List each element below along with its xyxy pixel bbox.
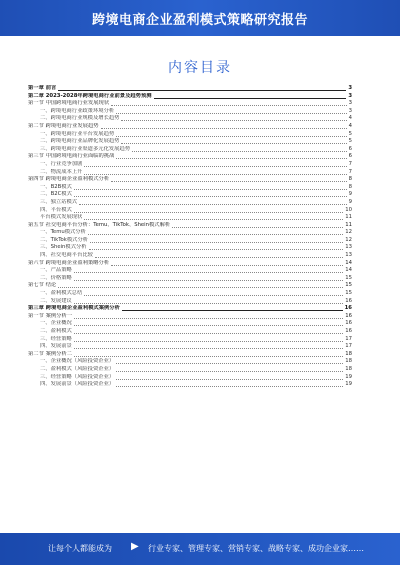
toc-entry-label: 四、发展前景（风险投资企业） <box>40 381 115 388</box>
toc-page-number: 14 <box>345 259 352 266</box>
toc-entry[interactable] <box>28 184 352 192</box>
toc-page-number: 19 <box>345 381 352 388</box>
toc-entry-label: 三、独立站模式 <box>40 198 78 205</box>
toc-entry-label: 一、企业概况（风险投资企业） <box>40 358 115 365</box>
header-banner <box>0 0 400 36</box>
toc-leader-dots <box>74 280 343 281</box>
toc-entry[interactable] <box>28 313 352 321</box>
toc-entry[interactable] <box>28 267 352 275</box>
toc-entry[interactable] <box>28 153 352 161</box>
toc-leader-dots <box>121 120 346 121</box>
toc-page-number: 9 <box>348 191 352 198</box>
toc-leader-dots <box>74 325 343 326</box>
toc-leader-dots <box>111 265 343 266</box>
toc-entry[interactable] <box>28 351 352 359</box>
toc-leader-dots <box>111 105 346 106</box>
toc-page-number: 5 <box>348 130 352 137</box>
toc-entry[interactable] <box>28 169 352 177</box>
toc-entry-label: 第三节 中国跨境电商行业面临的挑战 <box>28 153 115 160</box>
toc-entry[interactable] <box>28 252 352 260</box>
toc-leader-dots <box>90 242 343 243</box>
toc-entry-label: 一、盈利模式总结 <box>40 290 83 297</box>
toc-page-number: 12 <box>345 236 352 243</box>
toc-leader-dots <box>116 363 343 364</box>
toc-entry[interactable] <box>28 374 352 382</box>
toc-leader-dots <box>88 234 343 235</box>
toc-entry-label: 一、跨境电商行业平台发展趋势 <box>40 130 115 137</box>
toc-entry[interactable] <box>28 290 352 298</box>
toc-entry-label: 四、社交电商平台比较 <box>40 252 93 259</box>
toc-leader-dots <box>116 386 343 387</box>
toc-page-number: 9 <box>348 198 352 205</box>
toc-page-number: 17 <box>345 343 352 350</box>
toc-entry[interactable] <box>28 282 352 290</box>
toc-entry-label: 一、跨境电商行业政策环境分析 <box>40 107 115 114</box>
toc-entry[interactable] <box>28 229 352 237</box>
toc-entry-label: 二、盈利模式（风险投资企业） <box>40 365 115 372</box>
table-of-contents <box>28 85 352 389</box>
toc-page-number: 3 <box>348 85 352 91</box>
toc-entry-label: 第一章 前言 <box>28 85 57 91</box>
toc-page-number: 11 <box>345 214 352 221</box>
toc-leader-dots <box>84 295 343 296</box>
toc-page-number: 12 <box>345 229 352 236</box>
toc-page-number: 8 <box>348 183 352 190</box>
toc-leader-dots <box>58 90 346 91</box>
toc-page-number: 8 <box>348 176 352 183</box>
toc-entry[interactable] <box>28 222 352 230</box>
toc-entry-label: 第五节 社交电商平台分析：Temu、TikTok、Shein模式解析 <box>28 221 171 228</box>
toc-leader-dots <box>74 196 347 197</box>
toc-entry-label: 二、跨境电商行业规模及增长趋势 <box>40 115 120 122</box>
toc-entry-label: 二、发展建议 <box>40 297 72 304</box>
toc-leader-dots <box>122 310 343 311</box>
toc-leader-dots <box>95 257 343 258</box>
toc-entry[interactable] <box>28 237 352 245</box>
toc-page-number: 7 <box>348 168 352 175</box>
toc-entry[interactable] <box>28 358 352 366</box>
toc-entry-label: 二、盈利模式 <box>40 328 72 334</box>
toc-page-number: 15 <box>345 282 352 289</box>
toc-page-number: 16 <box>345 312 352 319</box>
toc-entry-label: 平台模式发展现状 <box>40 214 83 221</box>
toc-entry-label: 第一节 中国跨境电商行业发展现状 <box>28 100 110 107</box>
toc-leader-dots <box>74 356 343 357</box>
toc-entry[interactable] <box>28 305 352 313</box>
footer-slogan-left: 让每个人都能成为 <box>48 544 112 553</box>
toc-entry-label: 第七节 结论 <box>28 282 57 289</box>
toc-page-number: 4 <box>348 115 352 122</box>
toc-entry-label: 第二章 2023-2028年跨境电商行业前景及趋势预测 <box>28 92 152 99</box>
toc-entry[interactable] <box>28 108 352 116</box>
toc-leader-dots <box>84 166 346 167</box>
toc-page-number: 13 <box>345 244 352 251</box>
toc-entry-label: 二、TikTok模式分析 <box>40 236 89 243</box>
toc-entry-label: 第三章 跨境电商企业盈利模式案例分析 <box>28 305 120 312</box>
toc-page-number: 4 <box>348 122 352 129</box>
toc-entry-label: 三、经营策略（风险投资企业） <box>40 373 115 380</box>
toc-page-number: 16 <box>345 320 352 327</box>
toc-heading: 内容目录 <box>168 60 232 76</box>
toc-entry[interactable] <box>28 320 352 328</box>
toc-entry[interactable] <box>28 176 352 184</box>
toc-leader-dots <box>74 318 343 319</box>
toc-leader-dots <box>79 204 347 205</box>
toc-page-number: 19 <box>345 373 352 380</box>
toc-entry[interactable] <box>28 381 352 389</box>
toc-leader-dots <box>74 189 347 190</box>
toc-leader-dots <box>101 128 347 129</box>
toc-leader-dots <box>84 219 343 220</box>
toc-page-number: 16 <box>345 297 352 304</box>
toc-entry[interactable] <box>28 366 352 374</box>
toc-leader-dots <box>74 341 343 342</box>
toc-leader-dots <box>89 249 344 250</box>
toc-entry-label: 第六节 跨境电商企业盈利策略分析 <box>28 259 110 266</box>
toc-page-number: 18 <box>345 350 352 357</box>
toc-entry[interactable] <box>28 138 352 146</box>
toc-entry-label: 三、Shein模式分析 <box>40 244 87 251</box>
toc-page-number: 15 <box>345 274 352 281</box>
toc-entry[interactable] <box>28 328 352 336</box>
toc-entry[interactable] <box>28 275 352 283</box>
toc-page-number: 16 <box>345 328 352 334</box>
play-arrow-icon: ▶ <box>131 541 139 552</box>
toc-page-number: 16 <box>344 305 352 312</box>
toc-leader-dots <box>74 348 343 349</box>
toc-entry[interactable] <box>28 93 352 101</box>
toc-page-number: 3 <box>348 107 352 114</box>
toc-page-number: 7 <box>348 160 352 167</box>
toc-entry-label: 一、行业竞争加剧 <box>40 160 83 167</box>
toc-entry[interactable] <box>28 214 352 222</box>
toc-page-number: 5 <box>348 138 352 145</box>
toc-entry[interactable] <box>28 115 352 123</box>
toc-leader-dots <box>154 98 347 99</box>
toc-entry-label: 二、跨境电商行业品牌化发展趋势 <box>40 138 120 145</box>
toc-entry[interactable] <box>28 343 352 351</box>
toc-entry[interactable] <box>28 146 352 154</box>
toc-entry[interactable] <box>28 298 352 306</box>
toc-leader-dots <box>116 371 343 372</box>
toc-entry[interactable] <box>28 85 352 93</box>
toc-page-number: 10 <box>345 206 352 213</box>
toc-entry-label: 二、B2C模式 <box>40 191 72 198</box>
toc-page-number: 17 <box>345 335 352 342</box>
toc-entry[interactable] <box>28 191 352 199</box>
toc-entry-label: 三、跨境电商行业渠道多元化发展趋势 <box>40 145 131 152</box>
toc-entry-label: 第二节 跨境电商行业发展趋势 <box>28 122 99 129</box>
toc-entry[interactable] <box>28 199 352 207</box>
footer-banner <box>0 533 400 565</box>
toc-page-number: 6 <box>348 153 352 160</box>
toc-page-number: 3 <box>348 92 352 99</box>
toc-page-number: 18 <box>345 358 352 365</box>
toc-entry-label: 第一节 案例分析一 <box>28 312 73 319</box>
toc-entry-label: 三、经营策略 <box>40 335 72 342</box>
toc-entry[interactable] <box>28 131 352 139</box>
toc-page-number: 11 <box>345 221 352 228</box>
toc-page-number: 15 <box>345 290 352 297</box>
toc-leader-dots <box>111 181 346 182</box>
toc-entry[interactable] <box>28 244 352 252</box>
toc-entry-label: 一、企业概况 <box>40 320 72 327</box>
toc-entry-label: 一、Temu模式分析 <box>40 229 86 236</box>
toc-entry-label: 四、发展前景 <box>40 343 72 350</box>
toc-entry-label: 一、产品策略 <box>40 267 72 274</box>
toc-page-number: 6 <box>348 145 352 152</box>
toc-entry-label: 一、B2B模式 <box>40 183 72 190</box>
toc-entry-label: 二、价格策略 <box>40 274 72 281</box>
toc-leader-dots <box>116 136 346 137</box>
toc-leader-dots <box>172 227 343 228</box>
toc-entry[interactable] <box>28 161 352 169</box>
toc-leader-dots <box>132 151 347 152</box>
toc-entry-label: 第四节 跨境电商企业盈利模式分析 <box>28 176 110 183</box>
toc-entry[interactable] <box>28 260 352 268</box>
toc-leader-dots <box>74 212 343 213</box>
toc-page-number: 3 <box>348 100 352 107</box>
toc-leader-dots <box>74 333 343 334</box>
toc-leader-dots <box>84 174 346 175</box>
toc-leader-dots <box>58 287 343 288</box>
toc-page-number: 14 <box>345 267 352 274</box>
toc-entry[interactable] <box>28 336 352 344</box>
toc-entry-label: 四、平台模式 <box>40 206 72 213</box>
toc-page-number: 13 <box>345 252 352 259</box>
toc-page-number: 18 <box>345 365 352 372</box>
toc-leader-dots <box>74 272 343 273</box>
toc-entry-label: 二、物流成本上升 <box>40 168 83 175</box>
footer-slogan-right: 行业专家、管理专家、营销专家、战略专家、成功企业家…… <box>148 544 364 553</box>
toc-entry[interactable] <box>28 207 352 215</box>
toc-entry[interactable] <box>28 100 352 108</box>
toc-leader-dots <box>116 158 346 159</box>
toc-entry[interactable] <box>28 123 352 131</box>
toc-leader-dots <box>116 379 343 380</box>
toc-entry-label: 第二节 案例分析二 <box>28 350 73 357</box>
toc-leader-dots <box>116 113 346 114</box>
toc-leader-dots <box>121 143 346 144</box>
toc-leader-dots <box>74 303 343 304</box>
report-title: 跨境电商企业盈利模式策略研究报告 <box>91 13 308 28</box>
